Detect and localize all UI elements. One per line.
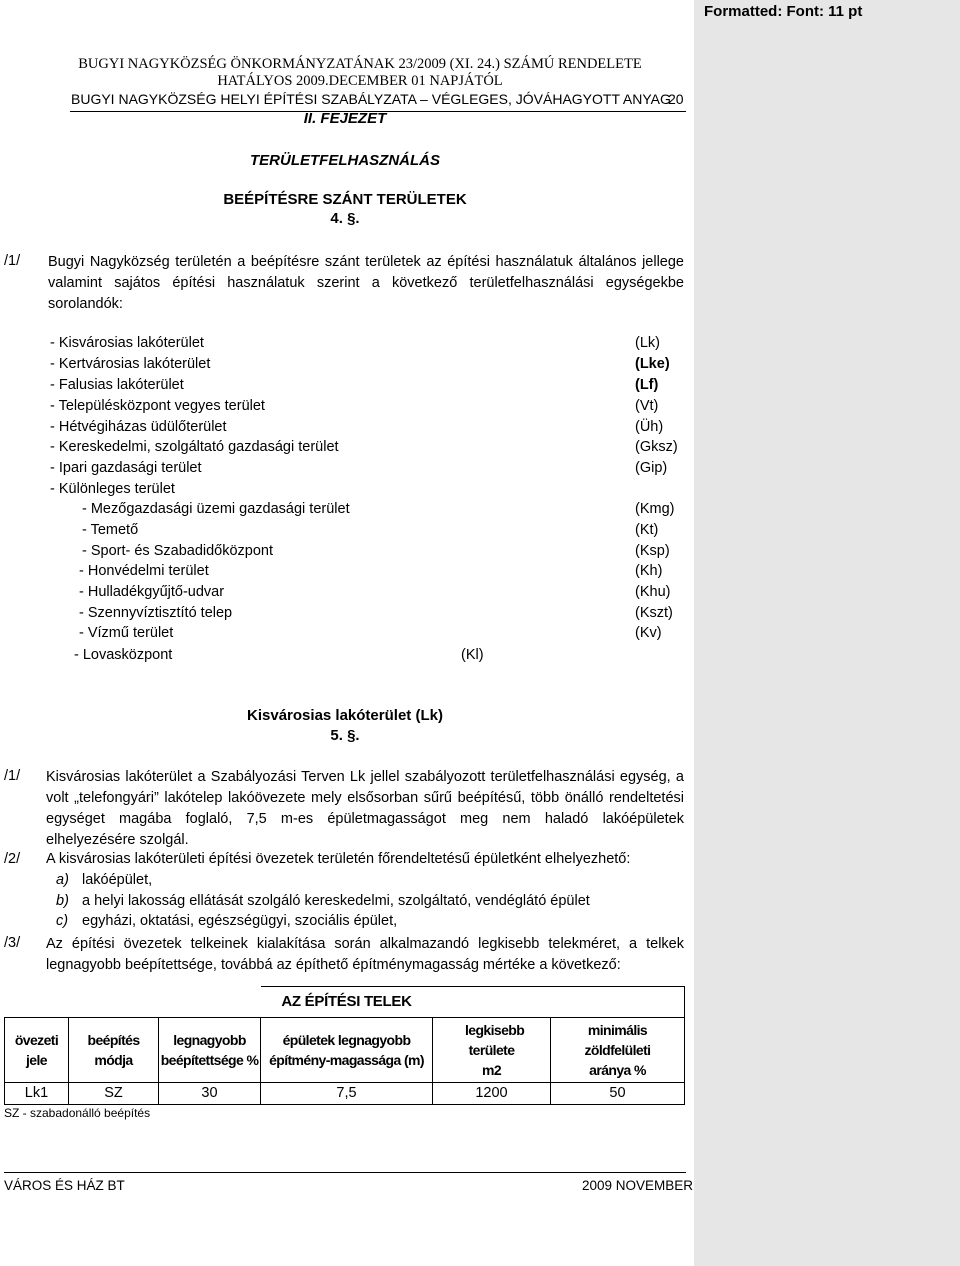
column-header: minimális zöldfelületi aránya % — [551, 1017, 685, 1082]
section-5-number: 5. §. — [330, 727, 360, 744]
list-letter: c) — [56, 913, 69, 929]
zone-code: (Vt) — [635, 398, 659, 414]
table-footnote: SZ - szabadonálló beépítés — [4, 1106, 151, 1120]
zone-name: - Kertvárosias lakóterület — [50, 356, 211, 372]
zone-name: - Szennyvíztisztító telep — [79, 605, 233, 621]
chapter-number: II. FEJEZET — [303, 110, 387, 127]
chapter-subtitle: BEÉPÍTÉSRE SZÁNT TERÜLETEK — [223, 191, 467, 208]
zone-name: - Kisvárosias lakóterület — [50, 335, 204, 351]
s4-para-number: /1/ — [4, 253, 21, 269]
table-cell: 1200 — [433, 1082, 551, 1104]
s5-p3-number: /3/ — [4, 935, 21, 951]
building-plot-table — [4, 986, 685, 1105]
zone-code: (Kszt) — [635, 605, 673, 621]
column-header: övezeti jele — [5, 1017, 69, 1082]
list-item: a helyi lakosság ellátását szolgáló kereskedelmi, szolgáltató, vendéglátó épület — [82, 893, 590, 909]
column-header: beépítés módja — [69, 1017, 159, 1082]
comment-sidebar — [694, 0, 960, 1266]
table-row — [5, 1082, 685, 1104]
zone-code: (Kmg) — [635, 501, 675, 517]
table-cell: 50 — [551, 1082, 685, 1104]
zone-code: (Kv) — [635, 625, 662, 641]
chapter-title: TERÜLETFELHASZNÁLÁS — [250, 152, 440, 169]
zone-name: - Különleges terület — [50, 481, 175, 497]
zone-name: - Kereskedelmi, szolgáltató gazdasági terület — [50, 439, 339, 455]
zone-name: - Hulladékgyűjtő-udvar — [79, 584, 225, 600]
zone-name: - Mezőgazdasági üzemi gazdasági terület — [82, 501, 350, 517]
zone-name: - Vízmű terület — [79, 625, 174, 641]
list-letter: b) — [56, 893, 69, 909]
footer-rule — [4, 1172, 686, 1173]
table-cell: Lk1 — [5, 1082, 69, 1104]
zone-code: (Kl) — [461, 647, 484, 663]
table-cell: 7,5 — [261, 1082, 433, 1104]
header-line-3: BUGYI NAGYKÖZSÉG HELYI ÉPÍTÉSI SZABÁLYZATA – VÉGLEGES, JÓVÁHAGYOTT ANYAG — [71, 91, 671, 107]
zone-code: (Gksz) — [635, 439, 678, 455]
zone-name: - Temető — [82, 522, 139, 538]
s5-paragraph-2: A kisvárosias lakóterületi építési övezetek területén főrendeltetésű épületként elhelyezhető: — [46, 851, 631, 867]
zone-code: (Kt) — [635, 522, 659, 538]
s5-title: Kisvárosias lakóterület (Lk) — [247, 707, 443, 724]
s4-paragraph: Bugyi Nagyközség területén a beépítésre szánt területek az építési használatuk általános jellege valamint sajátos építési használatuk szerint a következő területfelhasználási egységekbe sorolandók: — [48, 254, 684, 312]
table-group-header: AZ ÉPÍTÉSI TELEK — [261, 987, 433, 1018]
format-comment: Formatted: Font: 11 pt — [704, 3, 863, 20]
zone-name: - Településközpont vegyes terület — [50, 398, 265, 414]
footer-left: VÁROS ÉS HÁZ BT — [4, 1178, 125, 1193]
column-header: legnagyobb beépítettsége % — [159, 1017, 261, 1082]
zone-code: (Lk) — [635, 335, 660, 351]
s5-paragraph-3: Az építési övezetek telkeinek kialakítása során alkalmazandó legkisebb telekméret, a telkek legnagyobb beépítettsége, továbbá az építhető építménymagasság mértéke a következő: — [46, 936, 684, 973]
zone-name: - Honvédelmi terület — [79, 563, 209, 579]
list-letter: a) — [56, 872, 69, 888]
column-header: legkisebb területe m2 — [433, 1017, 551, 1082]
s5-p1-number: /1/ — [4, 768, 21, 784]
s5-p2-number: /2/ — [4, 851, 21, 867]
footer-right: 2009 NOVEMBER — [582, 1178, 694, 1193]
table-cell: SZ — [69, 1082, 159, 1104]
zone-code: (Üh) — [635, 419, 664, 435]
zone-name: - Hétvégiházas üdülőterület — [50, 419, 227, 435]
zone-code: (Kh) — [635, 563, 663, 579]
zone-code: (Lf) — [635, 377, 659, 393]
zone-code: (Gip) — [635, 460, 668, 476]
zone-name: - Falusias lakóterület — [50, 377, 184, 393]
zone-code: (Ksp) — [635, 543, 670, 559]
list-item: egyházi, oktatási, egészségügyi, szociális épület, — [82, 913, 398, 929]
column-header: épületek legnagyobb építmény-magassága (m) — [261, 1017, 433, 1082]
s5-paragraph-1: Kisvárosias lakóterület a Szabályozási Terven Lk jellel szabályozott területfelhasználási egység, a volt „telefongyári” lakótelep lakóövezete mely elsősorban sűrű beépítésű, több önálló rendeltetési egységet magába foglaló, 7,5 m-es épületmagasságot meg nem haladó lakóépületek elhelyezésére szolgál. — [46, 769, 684, 848]
zone-code: (Lke) — [635, 356, 670, 372]
zone-name: - Lovasközpont — [74, 647, 173, 663]
list-item: lakóépület, — [82, 872, 153, 888]
header-line-1: BUGYI NAGYKÖZSÉG ÖNKORMÁNYZATÁNAK 23/2009 (XI. 24.) SZÁMÚ RENDELETE — [78, 56, 642, 72]
header-line-2: HATÁLYOS 2009.DECEMBER 01 NAPJÁTÓL — [217, 73, 503, 89]
section-4-number: 4. §. — [330, 210, 360, 227]
zone-name: - Sport- és Szabadidőközpont — [82, 543, 274, 559]
page-number: 20 — [668, 91, 684, 107]
table-cell: 30 — [159, 1082, 261, 1104]
zone-name: - Ipari gazdasági terület — [50, 460, 202, 476]
zone-code: (Khu) — [635, 584, 671, 600]
